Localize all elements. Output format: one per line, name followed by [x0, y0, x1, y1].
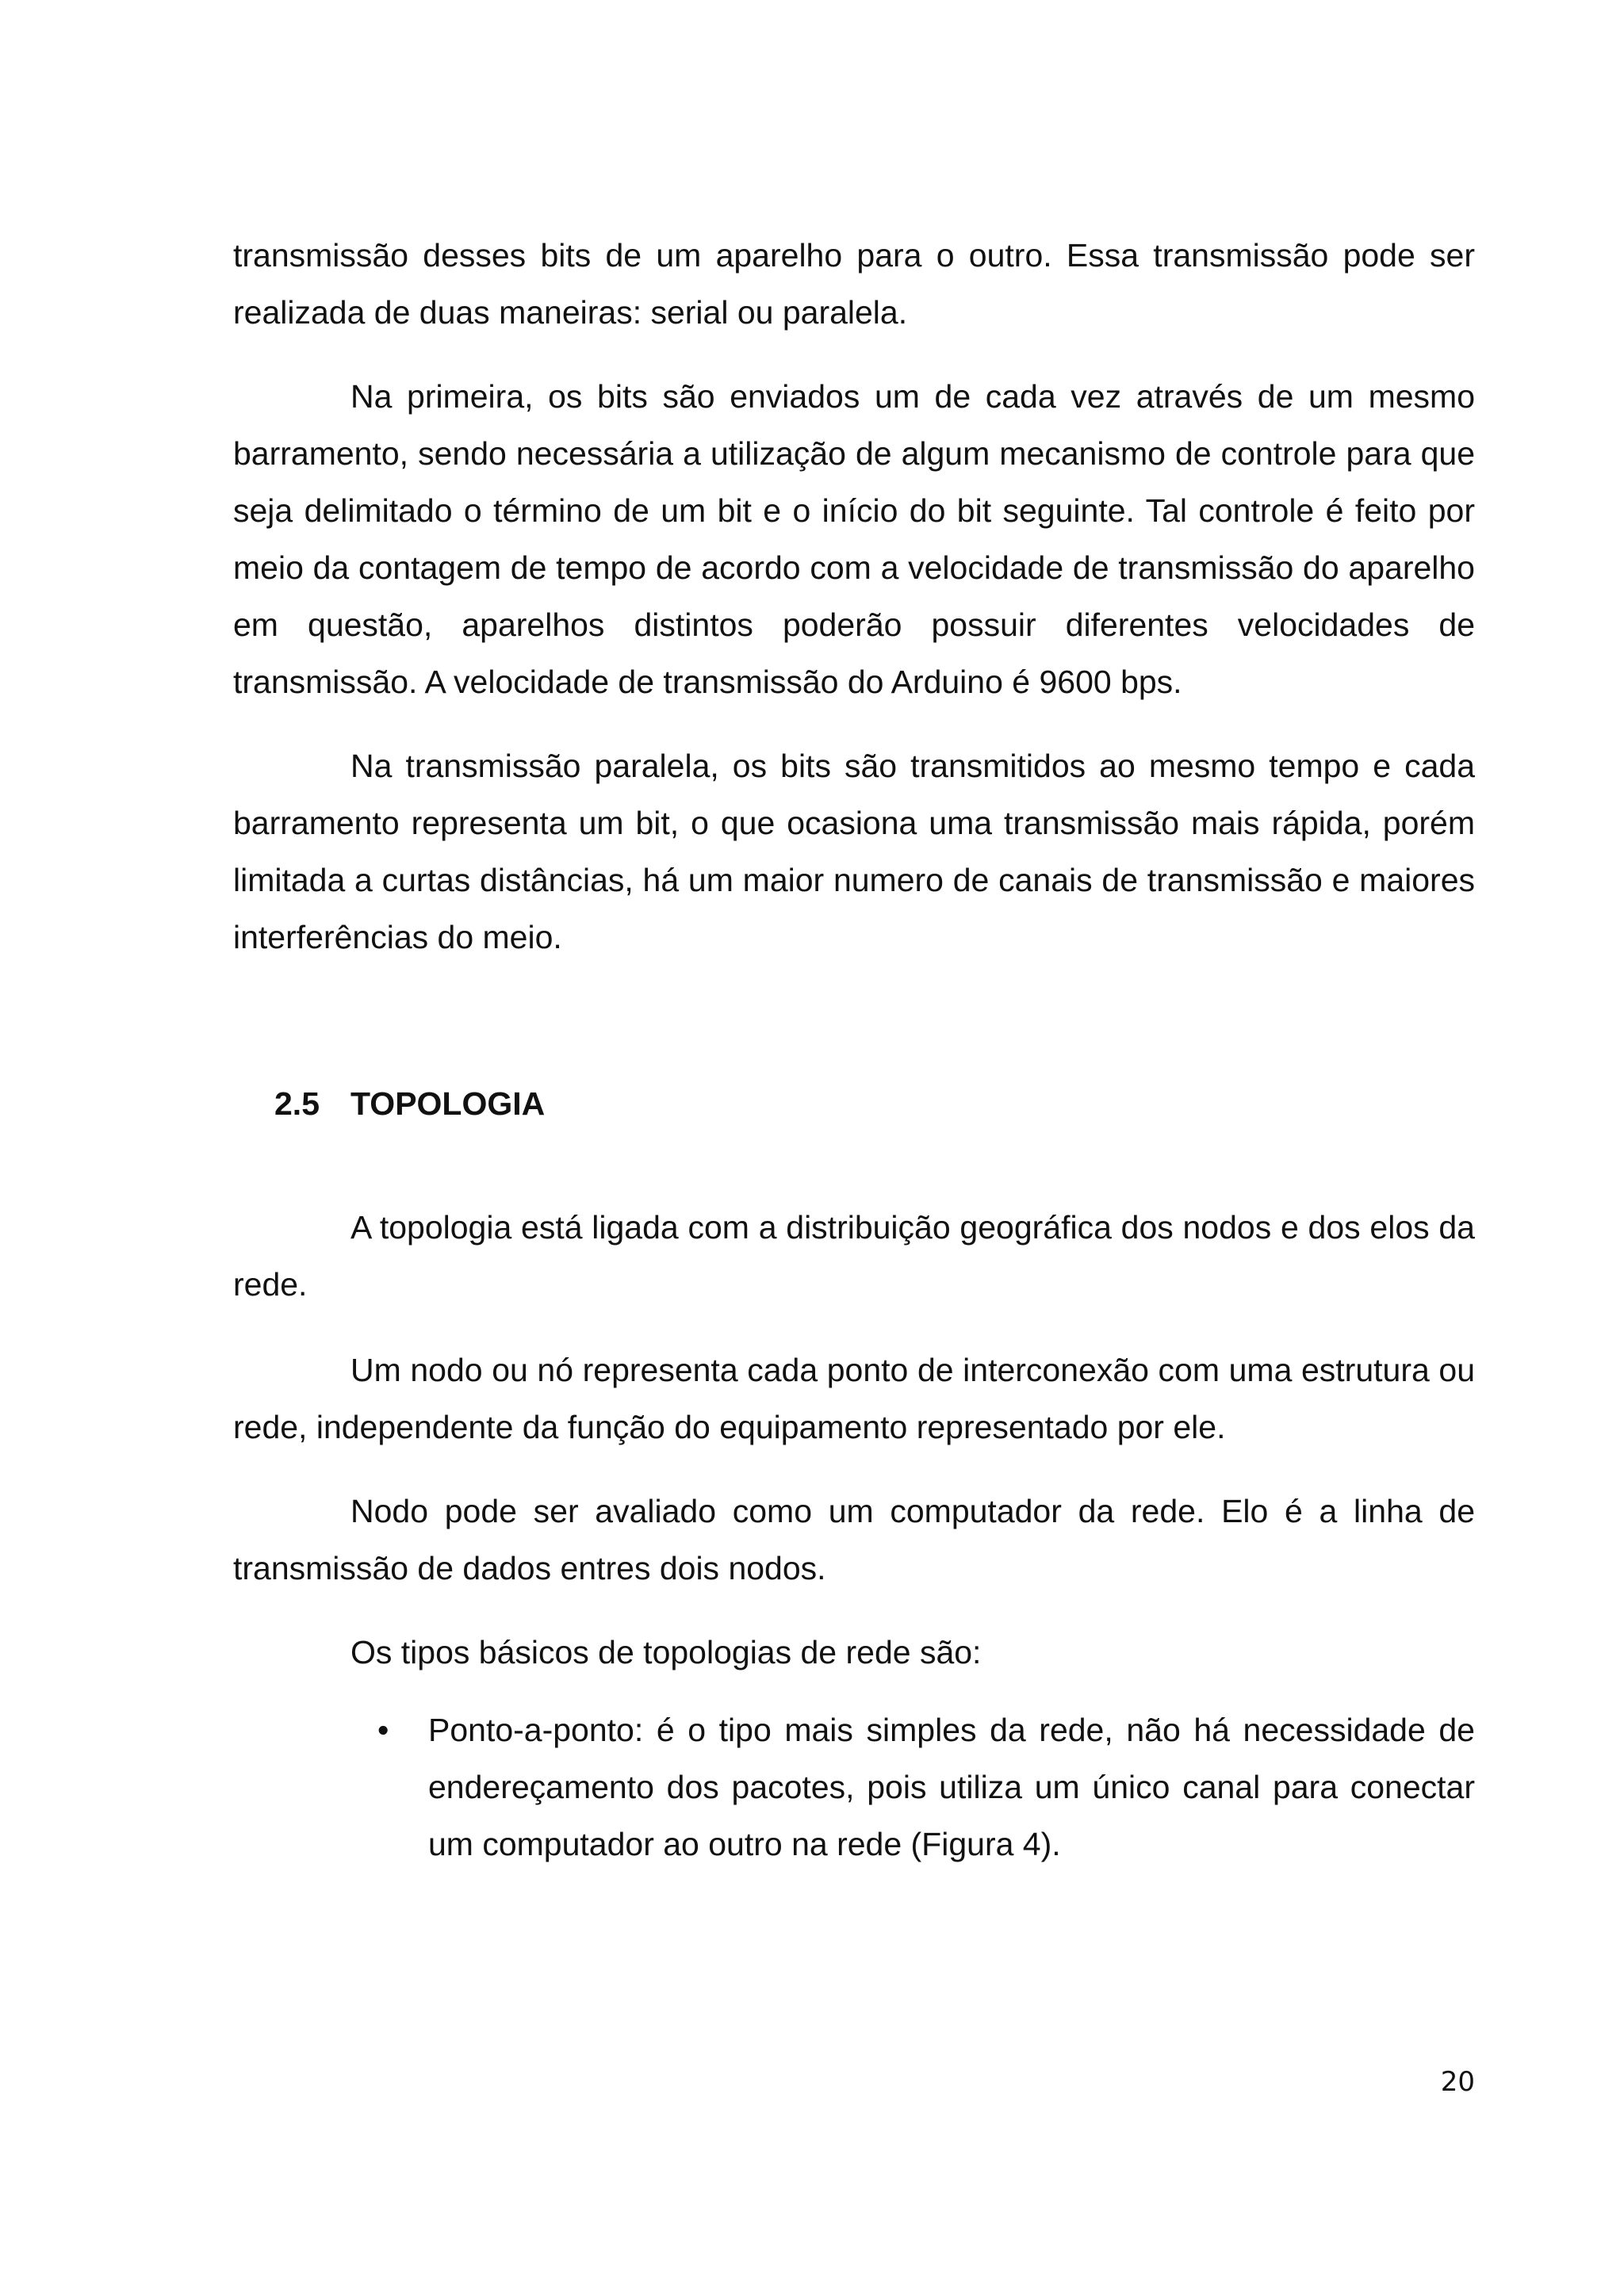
bullet-icon: • — [377, 1712, 389, 1748]
paragraph-serial-intro: transmissão desses bits de um aparelho para o outro. Essa transmissão pode ser realizada de duas maneiras: serial ou paralela. — [233, 237, 1475, 331]
section-heading — [274, 1075, 545, 1132]
paragraph-topology-definition: A topologia está ligada com a distribuição geográfica dos nodos e dos elos da rede. — [233, 1209, 1475, 1303]
list-item-point-to-point: Ponto-a-ponto: é o tipo mais simples da rede, não há necessidade de endereçamento dos pacotes, pois utiliza um único canal para conectar um computador ao outro na rede (Figura 4). — [428, 1712, 1475, 1862]
section-number: 2.5 — [274, 1085, 320, 1122]
paragraph-parallel-transmission: Na transmissão paralela, os bits são transmitidos ao mesmo tempo e cada barramento representa um bit, o que ocasiona uma transmissão mais rápida, porém limitada a curtas distâncias, há um maior numero de canais de transmissão e maiores interferências do meio. — [233, 748, 1475, 955]
paragraph-link-definition: Nodo pode ser avaliado como um computador da rede. Elo é a linha de transmissão de dados entres dois nodos. — [233, 1493, 1475, 1586]
section-title: TOPOLOGIA — [350, 1085, 546, 1122]
paragraph-topology-types-intro: Os tipos básicos de topologias de rede são: — [350, 1634, 982, 1670]
paragraph-serial-transmission: Na primeira, os bits são enviados um de cada vez através de um mesmo barramento, sendo necessária a utilização de algum mecanismo de controle para que seja delimitado o término de um bit e o início do bit seguinte. Tal controle é feito por meio da contagem de tempo de acordo com a velocidade de transmissão do aparelho em questão, aparelhos distintos poderão possuir diferentes velocidades de transmissão. A velocidade de transmissão do Arduino é 9600 bps. — [233, 378, 1475, 700]
paragraph-node-definition: Um nodo ou nó representa cada ponto de interconexão com uma estrutura ou rede, independente da função do equipamento representado por ele. — [233, 1352, 1475, 1445]
page-number: 20 — [1440, 2066, 1475, 2098]
